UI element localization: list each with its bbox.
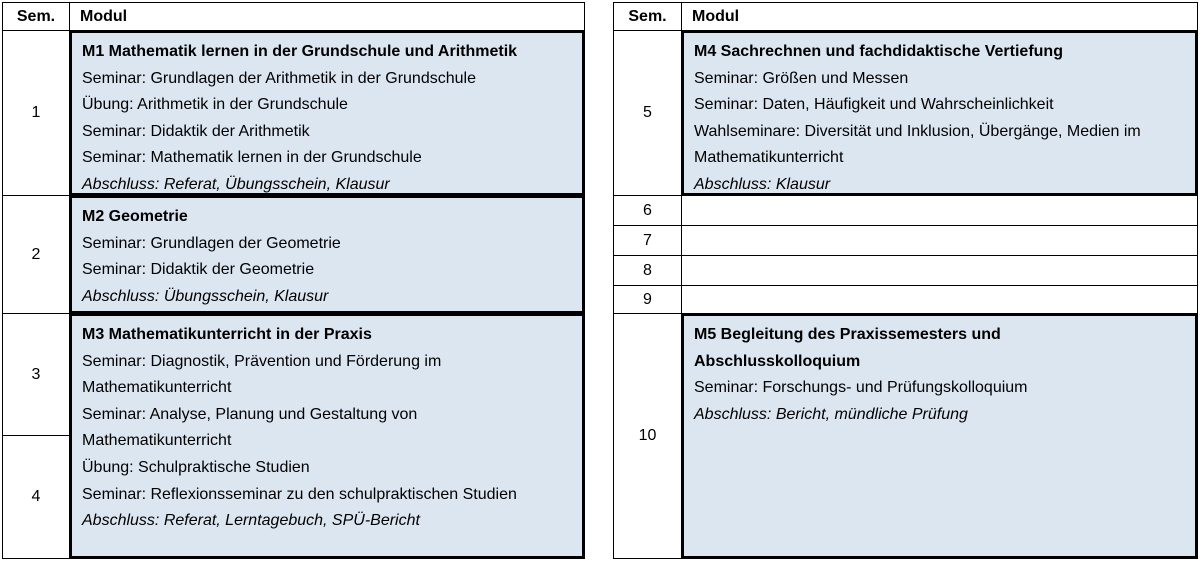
right-modul-header: Modul — [681, 2, 1198, 31]
module-m1-line: Seminar: Didaktik der Arithmetik — [82, 122, 310, 140]
module-m1-line: Seminar: Mathematik lernen in der Grundschule — [82, 149, 422, 167]
module-m3-line: Seminar: Diagnostik, Prävention und Förderung im — [82, 352, 442, 370]
left-modul-header: Modul — [69, 2, 585, 31]
semester-8-cell: 8 — [613, 255, 682, 286]
semester-7-cell: 7 — [613, 225, 682, 256]
module-m3 — [69, 313, 585, 559]
empty-modul-cell-7 — [681, 225, 1198, 256]
module-m4-title: M4 Sachrechnen und fachdidaktische Vertiefung — [694, 43, 1063, 60]
semester-9-cell: 9 — [613, 285, 682, 314]
module-m3-line: Seminar: Reflexionsseminar zu den schulpraktischen Studien — [82, 485, 517, 503]
module-m5-title: M5 Begleitung des Praxissemesters und — [694, 326, 1001, 343]
module-m1-line: Übung: Arithmetik in der Grundschule — [82, 96, 348, 114]
semester-5-cell: 5 — [613, 30, 682, 196]
module-m4-line: Wahlseminare: Diversität und Inklusion, Übergänge, Medien im — [694, 122, 1141, 140]
semester-6-cell: 6 — [613, 195, 682, 226]
module-m4-abschluss: Abschluss: Klausur — [694, 175, 831, 193]
module-m3-title: M3 Mathematikunterricht in der Praxis — [82, 326, 372, 343]
semester-4-cell: 4 — [2, 435, 70, 559]
module-m5-title-cont: Abschlusskolloquium — [694, 352, 861, 370]
module-m2 — [69, 195, 585, 314]
module-m5-abschluss: Abschluss: Bericht, mündliche Prüfung — [694, 405, 968, 423]
module-m2-abschluss: Abschluss: Übungsschein, Klausur — [82, 287, 329, 305]
module-m5-line: Seminar: Forschungs- und Prüfungskolloquium — [694, 379, 1028, 397]
semester-3-cell: 3 — [2, 313, 70, 436]
left-sem-header: Sem. — [2, 2, 70, 31]
module-m3-line: Mathematikunterricht — [82, 432, 232, 450]
empty-modul-cell-8 — [681, 255, 1198, 286]
module-m1-title: M1 Mathematik lernen in der Grundschule und Arithmetik — [82, 43, 518, 60]
module-m3-line: Übung: Schulpraktische Studien — [82, 458, 310, 476]
module-m2-line: Seminar: Grundlagen der Geometrie — [82, 234, 341, 252]
semester-2-cell: 2 — [2, 195, 70, 314]
module-m4-line: Mathematikunterricht — [694, 149, 844, 167]
semester-10-cell: 10 — [613, 313, 682, 559]
module-m1 — [69, 30, 585, 196]
empty-modul-cell-6 — [681, 195, 1198, 226]
module-m3-line: Mathematikunterricht — [82, 379, 232, 397]
module-m3-abschluss: Abschluss: Referat, Lerntagebuch, SPÜ-Bericht — [82, 512, 420, 530]
module-m4-line: Seminar: Daten, Häufigkeit und Wahrscheinlichkeit — [694, 96, 1054, 114]
module-m3-line: Seminar: Analyse, Planung und Gestaltung von — [82, 405, 418, 423]
module-m4 — [681, 30, 1198, 196]
module-m1-line: Seminar: Grundlagen der Arithmetik in der Grundschule — [82, 69, 476, 87]
module-m5 — [681, 313, 1198, 559]
semester-1-cell: 1 — [2, 30, 70, 196]
module-m4-line: Seminar: Größen und Messen — [694, 69, 909, 87]
module-m2-line: Seminar: Didaktik der Geometrie — [82, 261, 315, 279]
right-sem-header: Sem. — [613, 2, 682, 31]
module-m2-title: M2 Geometrie — [82, 208, 188, 225]
empty-modul-cell-9 — [681, 285, 1198, 314]
module-m1-abschluss: Abschluss: Referat, Übungsschein, Klausur — [82, 175, 390, 193]
